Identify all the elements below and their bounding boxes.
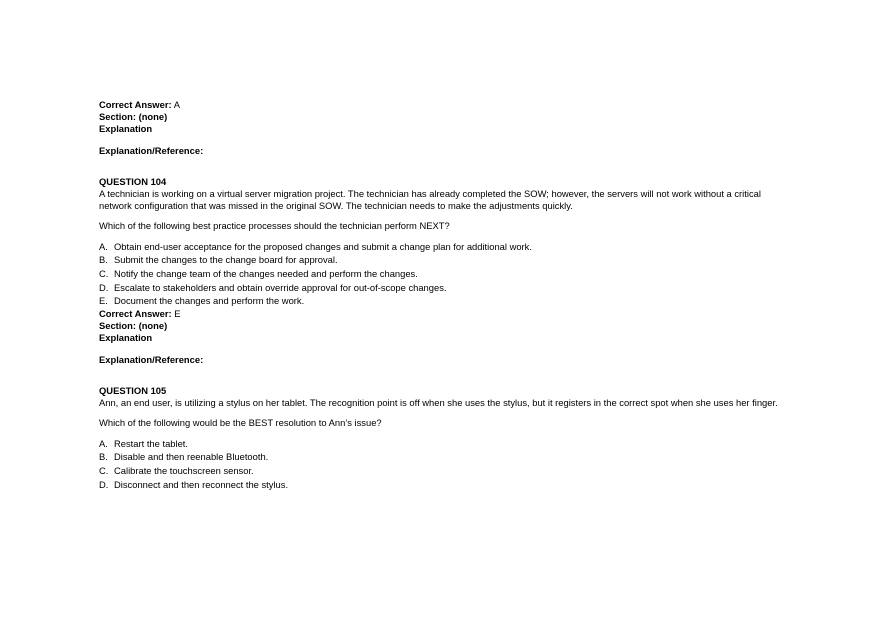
question-104-heading: QUESTION 104 — [99, 176, 167, 187]
section-label: Section: (none) — [99, 319, 168, 331]
option-c — [99, 267, 789, 281]
option-a — [99, 437, 789, 451]
explanation-label: Explanation — [99, 123, 153, 134]
explanation-reference-label: Explanation/Reference: — [99, 353, 204, 365]
question-105-text: Ann, an end user, is utilizing a stylus on her tablet. The recognition point is off when she uses the stylus, but it registers in the correct spot when she uses her finger. — [99, 396, 778, 408]
option-e — [99, 294, 789, 308]
option-text: Document the changes and perform the work. — [114, 295, 305, 307]
option-letter: A. — [99, 240, 108, 252]
option-letter: D. — [99, 281, 109, 293]
correct-answer-value: E — [174, 307, 181, 319]
option-c — [99, 464, 789, 478]
option-b — [99, 254, 789, 268]
correct-answer-line — [99, 308, 789, 320]
option-text: Obtain end-user acceptance for the proposed changes and submit a change plan for additional work. — [114, 240, 532, 252]
correct-answer-line — [99, 99, 789, 111]
option-letter: B. — [99, 254, 108, 266]
option-text: Disconnect and then reconnect the stylus. — [114, 478, 289, 490]
option-letter: B. — [99, 451, 108, 463]
correct-answer-label: Correct Answer: — [99, 307, 172, 319]
option-d — [99, 281, 789, 295]
option-letter: D. — [99, 478, 109, 490]
option-text: Calibrate the touchscreen sensor. — [114, 464, 254, 476]
option-text: Restart the tablet. — [114, 437, 188, 449]
option-letter: A. — [99, 437, 108, 449]
correct-answer-value: A — [173, 99, 180, 110]
question-105-options — [99, 437, 789, 491]
option-letter: C. — [99, 267, 109, 279]
question-105-heading: QUESTION 105 — [99, 384, 167, 396]
option-text: Submit the changes to the change board for approval. — [114, 254, 338, 266]
option-b — [99, 451, 789, 465]
question-105-prompt: Which of the following would be the BEST resolution to Ann’s issue? — [99, 416, 382, 428]
question-104-prompt: Which of the following best practice processes should the technician perform NEXT? — [99, 220, 450, 231]
question-104-text: A technician is working on a virtual server migration project. The technician has already completed the SOW; however, the servers will not work without a critical network configuration that was missed in the original SOW. The technician needs to make the adjustments quickly. — [99, 188, 761, 211]
correct-answer-label: Correct Answer: — [99, 99, 172, 110]
option-d — [99, 478, 789, 492]
option-text: Escalate to stakeholders and obtain override approval for out-of-scope changes. — [114, 281, 447, 293]
option-text: Disable and then reenable Bluetooth. — [114, 451, 269, 463]
page-content — [99, 99, 789, 491]
explanation-reference-label: Explanation/Reference: — [99, 145, 204, 156]
option-a — [99, 240, 789, 254]
option-letter: E. — [99, 295, 108, 307]
option-letter: C. — [99, 464, 109, 476]
section-label: Section: (none) — [99, 111, 168, 122]
option-text: Notify the change team of the changes needed and perform the changes. — [114, 267, 418, 279]
question-104-options — [99, 240, 789, 308]
explanation-label: Explanation — [99, 331, 153, 343]
